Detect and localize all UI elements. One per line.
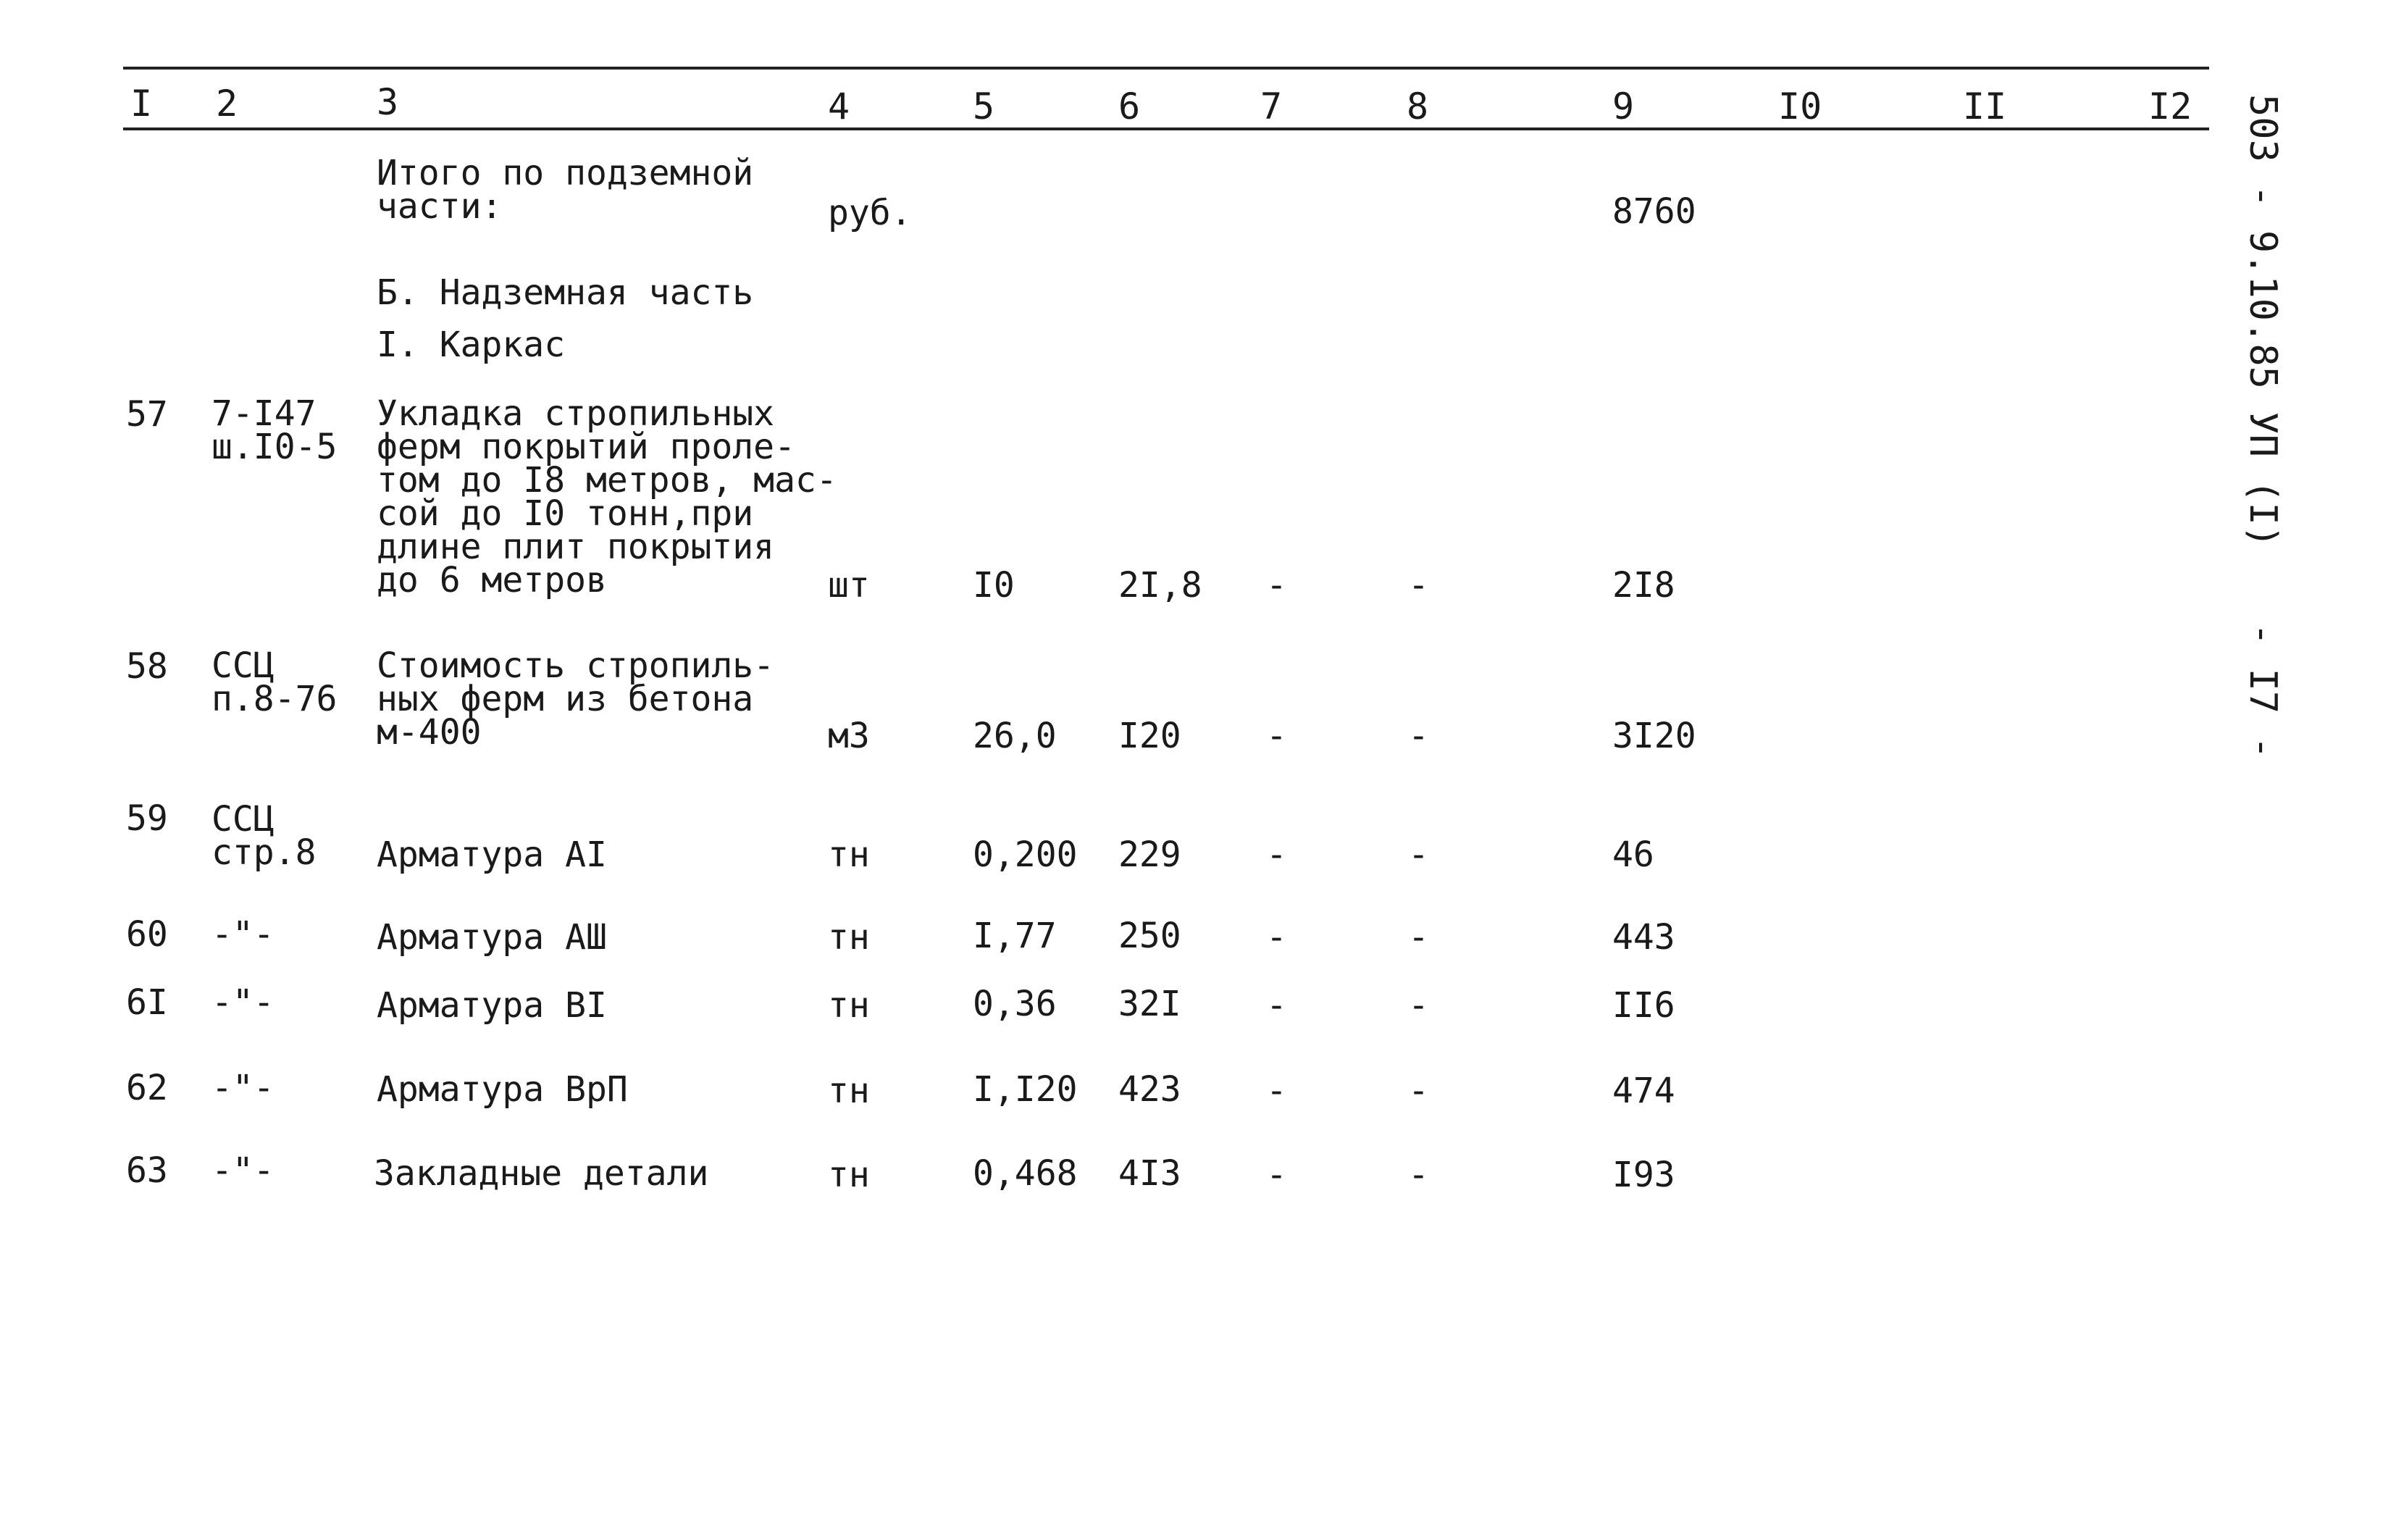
row-col8: - [1408,985,1429,1026]
column-header-3: 3 [377,81,399,123]
row-price: 250 [1118,916,1181,956]
row-total: 46 [1612,834,1654,875]
row-col7: - [1266,1155,1287,1195]
row-total: 443 [1612,917,1675,958]
document-code: 503 - 9.10.85 УП (I) [2241,94,2284,548]
row-unit: тн [828,1071,870,1111]
header-bottom-rule [123,127,2209,130]
column-header-8: 8 [1407,85,1429,127]
row-quantity: 0,200 [973,834,1078,875]
row-description: Арматура АШ [377,917,607,958]
column-header-5: 5 [973,85,995,127]
subtotal-label: Итого по подземной части: [377,153,754,227]
row-price: 32I [1118,984,1181,1024]
column-header-4: 4 [828,85,850,127]
row-unit: м3 [828,716,870,756]
row-total: II6 [1612,985,1675,1026]
row-col8: - [1408,565,1429,606]
row-description: Арматура ВI [377,985,607,1026]
row-total: I93 [1612,1155,1675,1195]
row-price: 423 [1118,1069,1181,1110]
row-description: Закладные детали [374,1153,709,1194]
row-quantity: 0,36 [973,984,1057,1024]
column-header-10: I0 [1778,85,1822,127]
section-title: Б. Надземная часть [377,272,754,313]
row-number: 63 [126,1150,168,1191]
row-number: 62 [126,1068,168,1108]
row-number: 59 [126,798,168,839]
row-code: ССЦ стр.8 [211,799,317,873]
row-description: Стоимость стропиль- ных ферм из бетона м-400 [377,645,775,753]
row-quantity: 26,0 [973,716,1057,756]
row-quantity: I,77 [973,916,1057,956]
row-total: 3I20 [1612,716,1696,756]
row-code: 7-I47 ш.I0-5 [211,393,338,467]
row-quantity: 0,468 [973,1153,1078,1194]
header-top-rule [123,67,2209,70]
page-number: - I7 - [2241,623,2284,759]
row-description: Укладка стропильных ферм покрытий проле- том до I8 метров, мас- сой до I0 тонн,при длине плит покрытия до 6 метров [377,393,837,600]
row-col8: - [1408,1071,1429,1111]
column-header-1: I [130,83,153,125]
row-price: 4I3 [1118,1153,1181,1194]
row-code: -"- [211,1150,275,1191]
row-unit: тн [828,917,870,958]
column-header-11: II [1963,85,2007,127]
column-header-7: 7 [1260,85,1283,127]
column-header-6: 6 [1118,85,1141,127]
row-quantity: I,I20 [973,1069,1078,1110]
row-number: 58 [126,646,168,687]
column-header-12: I2 [2148,85,2192,127]
row-unit: шт [828,565,870,606]
row-col7: - [1266,1071,1287,1111]
row-col7: - [1266,917,1287,958]
row-col8: - [1408,1155,1429,1195]
row-price: I20 [1118,716,1181,756]
section-subtitle: I. Каркас [377,325,566,365]
subtotal-unit: руб. [828,193,912,233]
row-code: -"- [211,982,275,1023]
subtotal-total: 8760 [1612,191,1696,232]
row-unit: тн [828,1155,870,1195]
row-unit: тн [828,834,870,875]
row-col7: - [1266,716,1287,756]
row-col7: - [1266,985,1287,1026]
row-total: 2I8 [1612,565,1675,606]
row-code: -"- [211,1068,275,1108]
row-col8: - [1408,917,1429,958]
column-header-9: 9 [1612,85,1635,127]
row-description: Арматура АI [377,834,607,875]
row-code: ССЦ п.8-76 [211,645,338,719]
row-col8: - [1408,834,1429,875]
column-header-2: 2 [216,83,238,125]
row-price: 2I,8 [1118,565,1202,606]
row-code: -"- [211,914,275,955]
row-description: Арматура ВрП [377,1069,628,1110]
row-number: 57 [126,394,168,435]
row-price: 229 [1118,834,1181,875]
row-col8: - [1408,716,1429,756]
row-number: 60 [126,914,168,955]
row-quantity: I0 [973,565,1015,606]
row-number: 6I [126,982,168,1023]
row-col7: - [1266,565,1287,606]
row-total: 474 [1612,1071,1675,1111]
row-col7: - [1266,834,1287,875]
row-unit: тн [828,985,870,1026]
